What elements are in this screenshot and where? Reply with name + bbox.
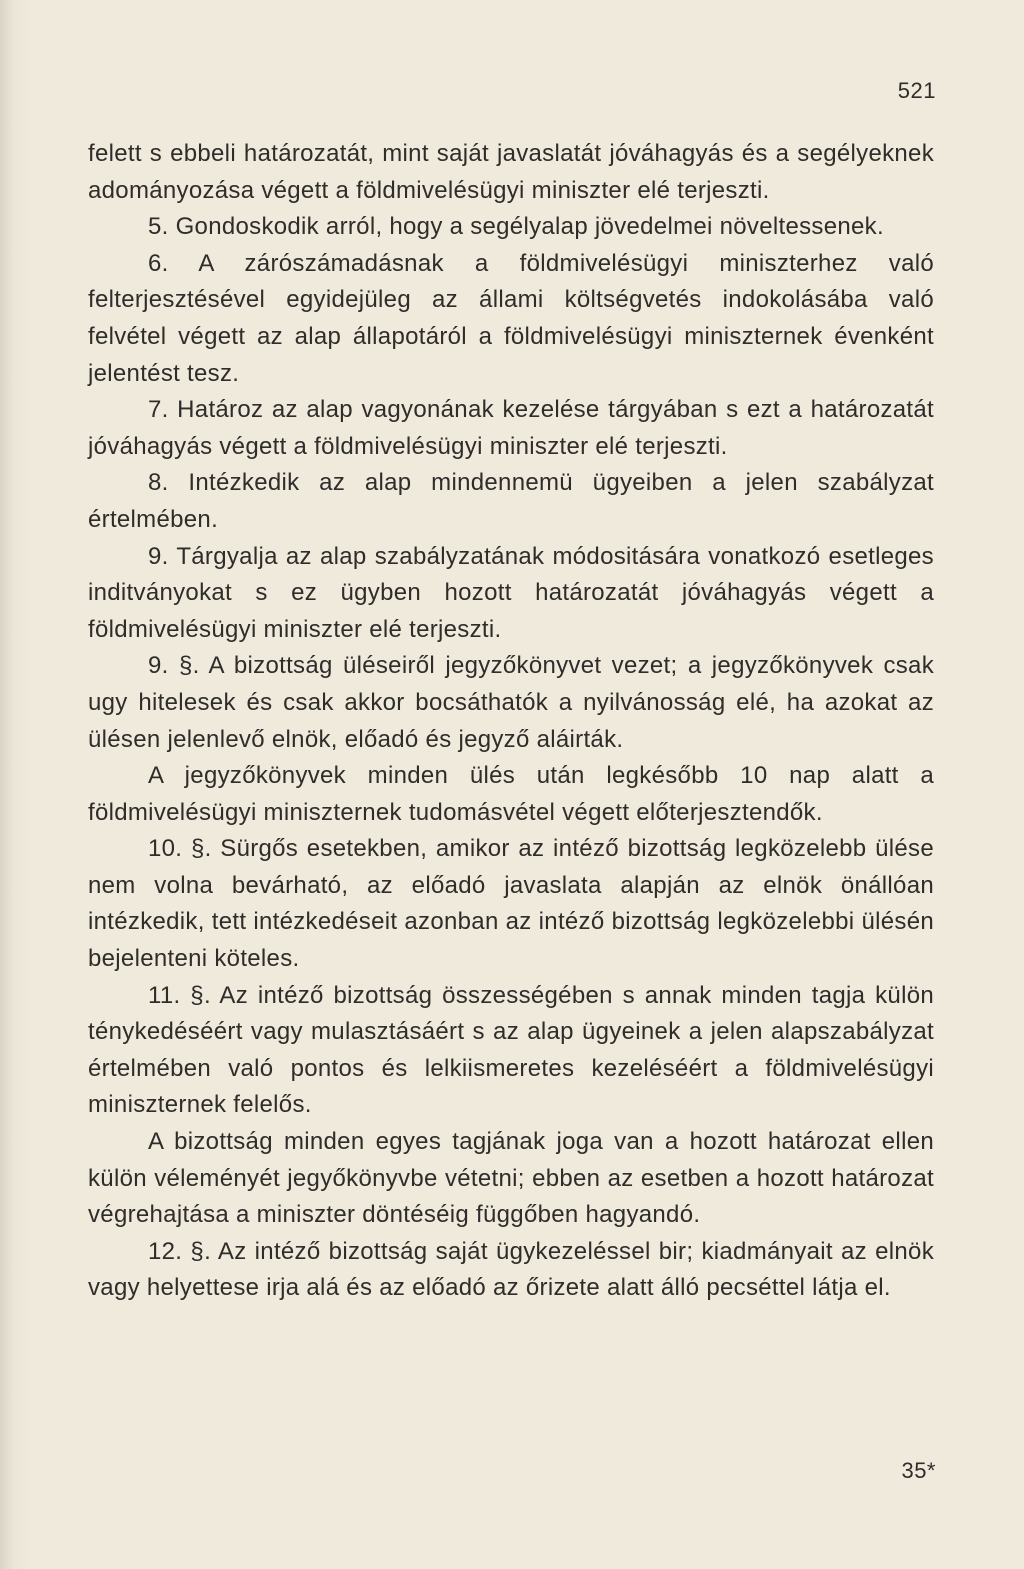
paragraph-item-6: 6. A zárószámadásnak a földmivelésügyi miniszterhez való felterjesztésével egyidejüleg az állami költségvetés indokolásába való felvétel végett az alap állapotáról a földmivelésügyi miniszternek évenként jelentést tesz. [88, 249, 934, 387]
paragraph-continuation: felett s ebbeli határozatát, mint saját javaslatát jóváhagyás és a segélyeknek adományozása végett a földmivelésügyi miniszter elé terjeszti. [88, 140, 934, 204]
section-11: 11. §. Az intéző bizottság összességében s annak minden tagja külön ténykedéséért vagy mulasztásáért s az alap ügyeinek a jelen alapszabályzat értelmében való pontos és lelkiismeretes kezeléséért a földmivelésügyi miniszternek felelős. [88, 981, 934, 1119]
section-9: 9. §. A bizottság üléseiről jegyzőkönyvet vezet; a jegyzőkönyvek csak ugy hitelesek és csak akkor bocsáthatók a nyilvánosság elé, ha azokat az ülésen jelenlevő elnök, előadó és jegyző aláirták. [88, 652, 934, 753]
paragraph-item-8: 8. Intézkedik az alap mindennemü ügyeiben a jelen szabályzat értelmében. [88, 469, 934, 533]
printer-signature-mark: 35* [901, 1458, 936, 1483]
section-10: 10. §. Sürgős esetekben, amikor az intéző bizottság legközelebb ülése nem volna bevárható, az előadó javaslata alapján az elnök önállóan intézkedik, tett intézkedéseit azonban az intéző bizottság legközelebbi ülésén bejelenteni köteles. [88, 835, 934, 973]
paragraph-item-9: 9. Tárgyalja az alap szabályzatának módositására vonatkozó esetleges inditványokat s ez ügyben hozott határozatát jóváhagyás végett a földmivelésügyi miniszter elé terjeszti. [88, 542, 934, 643]
section-11-dissent: A bizottság minden egyes tagjának joga van a hozott határozat ellen külön véleményét jegyőkönyvbe vétetni; ebben az esetben a hozott határozat végrehajtása a miniszter döntéséig függőben hagyandó. [88, 1128, 934, 1229]
section-9-minutes-deadline: A jegyzőkönyvek minden ülés után legkésőbb 10 nap alatt a földmivelésügyi miniszternek tudomásvétel végett előterjesztendők. [88, 762, 934, 826]
body-text [88, 136, 934, 1307]
paragraph-item-7: 7. Határoz az alap vagyonának kezelése tárgyában s ezt a határozatát jóváhagyás végett a földmivelésügyi miniszter elé terjeszti. [88, 396, 934, 460]
section-12: 12. §. Az intéző bizottság saját ügykezeléssel bir; kiadmányait az elnök vagy helyettese irja alá és az előadó az őrizete alatt álló pecséttel látja el. [88, 1237, 934, 1302]
page-number: 521 [897, 78, 936, 103]
paragraph-item-5: 5. Gondoskodik arról, hogy a segélyalap jövedelmei növeltessenek. [148, 213, 884, 241]
